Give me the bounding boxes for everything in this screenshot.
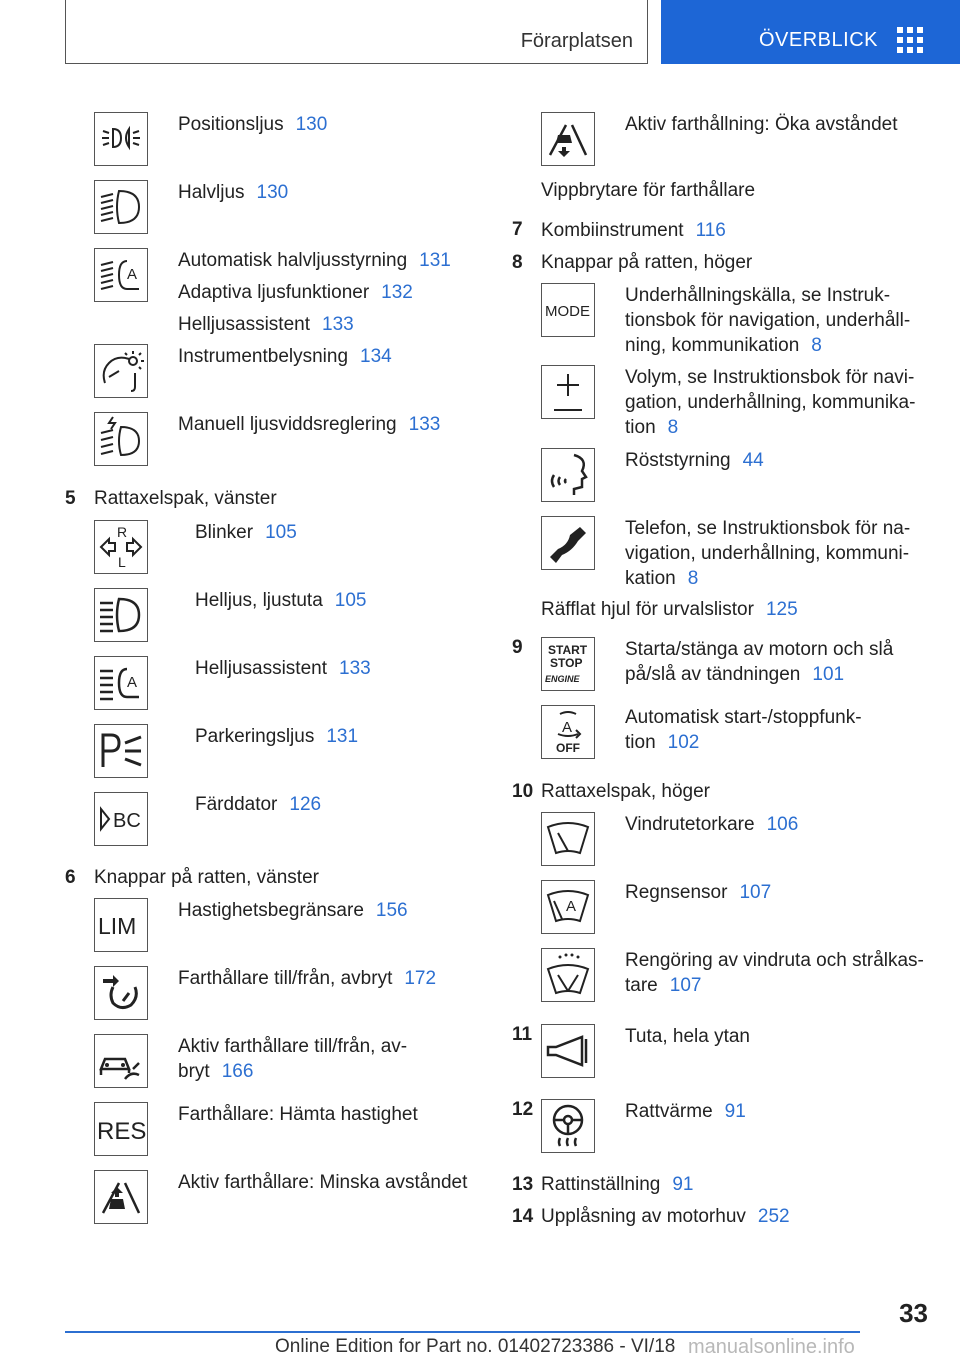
bc-icon	[94, 792, 148, 846]
heated-wheel-icon	[541, 1099, 595, 1153]
section-title: Knappar på ratten, vänster	[94, 867, 319, 888]
cruise-control-icon	[94, 966, 148, 1020]
wiper-icon	[541, 812, 595, 866]
svg-text:LIM: LIM	[98, 913, 137, 939]
mode-icon	[541, 283, 595, 337]
high-beam-icon	[94, 588, 148, 642]
left-item-cruise-control: Farthållare till/från, avbryt 172	[178, 968, 437, 989]
distance-increase-icon	[541, 112, 595, 166]
lim-icon	[94, 898, 148, 952]
left-item-auto-headlight: Automatisk halvljusstyrning 131	[178, 250, 451, 271]
low-beam-icon	[94, 180, 148, 234]
footer-divider	[65, 1331, 860, 1333]
right-item-phone: Telefon, se Instruktionsbok för na- vigation, underhållning, kommuni- kation 8	[625, 518, 911, 589]
page-link[interactable]: 107	[669, 975, 702, 996]
section-title: Rattaxelspak, vänster	[94, 488, 277, 509]
page-link[interactable]: 131	[326, 726, 359, 747]
page-link[interactable]: 91	[724, 1101, 746, 1122]
section-number: 6	[65, 867, 76, 888]
section-number: 7	[512, 219, 523, 240]
page-link[interactable]: 172	[404, 968, 437, 989]
header-section-title: Förarplatsen	[520, 30, 633, 52]
svg-text:START: START	[548, 643, 588, 657]
left-item-high-beam-assistant: Helljusassistent 133	[178, 314, 354, 335]
right-item-volume: Volym, se Instruktionsbok för navi- gation, underhållning, kommunika- tion 8	[625, 367, 916, 438]
page-link[interactable]: 44	[742, 450, 764, 471]
page-link[interactable]: 107	[739, 882, 772, 903]
section-number: 8	[512, 252, 523, 273]
svg-text:A: A	[127, 266, 138, 283]
left-item-distance-decrease: Aktiv farthållare: Minska avståndet	[178, 1172, 468, 1193]
right-item-start-stop: Starta/stänga av motorn och slå på/slå av tändningen 101	[625, 639, 894, 685]
page-link[interactable]: 125	[765, 599, 798, 620]
rain-sensor-icon	[541, 880, 595, 934]
page-link[interactable]: 102	[667, 732, 700, 753]
right-item-wiper: Vindrutetorkare 106	[625, 814, 799, 835]
watermark: manualsonline.info	[688, 1336, 855, 1358]
section-title: Rattaxelspak, höger	[541, 781, 710, 802]
page-link[interactable]: 91	[672, 1174, 694, 1195]
auto-start-stop-off-icon	[541, 705, 595, 759]
svg-text:RES: RES	[97, 1118, 147, 1145]
left-item-parking-light: Parkeringsljus 131	[195, 726, 359, 747]
page-link[interactable]: 156	[375, 900, 408, 921]
right-item-distance-increase: Aktiv farthållning: Öka avståndet	[625, 114, 898, 135]
page-link[interactable]: 133	[408, 414, 441, 435]
header-chapter-tab[interactable]	[661, 0, 960, 64]
page-link[interactable]: 8	[667, 417, 679, 438]
svg-text:A: A	[562, 719, 573, 736]
horn-icon	[541, 1024, 595, 1078]
start-stop-icon	[541, 637, 595, 691]
left-item-instrument-lighting: Instrumentbelysning 134	[178, 346, 392, 367]
left-item-low-beam: Halvljus 130	[178, 182, 289, 203]
headlight-range-icon	[94, 412, 148, 466]
instrument-lighting-icon	[94, 344, 148, 398]
page-link[interactable]: 166	[221, 1061, 254, 1082]
selection-wheel-label: Räfflat hjul för urvalslistor 125	[541, 599, 798, 620]
page-link[interactable]: 126	[289, 794, 322, 815]
high-beam-assist-icon	[94, 656, 148, 710]
svg-text:MODE: MODE	[545, 303, 590, 320]
phone-icon	[541, 516, 595, 570]
left-item-high-beam: Helljus, ljustuta 105	[195, 590, 367, 611]
page-link[interactable]: 116	[695, 220, 726, 241]
right-item-voice-control: Röststyrning 44	[625, 450, 764, 471]
svg-text:OFF: OFF	[556, 741, 580, 755]
turn-signal-icon	[94, 520, 148, 574]
page-link[interactable]: 131	[419, 250, 451, 271]
section-number: 9	[512, 637, 523, 658]
page-link[interactable]: 8	[811, 335, 822, 356]
left-item-trip-computer: Färddator 126	[195, 794, 322, 815]
svg-text:L: L	[118, 554, 126, 570]
distance-decrease-icon	[94, 1170, 148, 1224]
page-link[interactable]: 101	[812, 664, 845, 685]
svg-text:R: R	[117, 524, 128, 540]
volume-icon	[541, 365, 595, 419]
grid-menu-icon[interactable]	[897, 27, 923, 53]
page-link[interactable]: 130	[295, 114, 328, 135]
page-link[interactable]: 252	[757, 1206, 790, 1227]
left-item-headlight-range: Manuell ljusviddsreglering 133	[178, 414, 441, 435]
page-link[interactable]: 130	[256, 182, 289, 203]
section-number: 13	[512, 1174, 534, 1195]
right-item-washer: Rengöring av vindruta och strålkas- tare 107	[625, 950, 924, 996]
left-item-resume-speed: Farthållare: Hämta hastighet	[178, 1104, 418, 1125]
svg-text:STOP: STOP	[550, 656, 583, 670]
left-item-turn-signal: Blinker 105	[195, 522, 297, 543]
section-instrument-cluster: Kombiinstrument 116	[541, 220, 726, 241]
page-link[interactable]: 8	[687, 568, 699, 589]
voice-control-icon	[541, 448, 595, 502]
section-number: 11	[512, 1024, 533, 1045]
svg-text:ENGINE: ENGINE	[545, 674, 580, 684]
page-link[interactable]: 106	[766, 814, 799, 835]
section-number: 5	[65, 488, 76, 509]
section-hood-release: Upplåsning av motorhuv 252	[541, 1206, 790, 1227]
header-section-box	[65, 0, 648, 64]
active-cruise-icon	[94, 1034, 148, 1088]
page-link[interactable]: 105	[334, 590, 367, 611]
washer-icon	[541, 948, 595, 1002]
left-item-speed-limiter: Hastighetsbegränsare 156	[178, 900, 408, 921]
section-number: 12	[512, 1099, 534, 1120]
position-light-icon	[94, 112, 148, 166]
right-item-heated-wheel: Rattvärme 91	[625, 1101, 746, 1122]
svg-text:BC: BC	[113, 810, 141, 832]
page-link[interactable]: 105	[265, 522, 297, 543]
page-number: 33	[899, 1298, 928, 1328]
right-item-auto-start-stop: Automatisk start-/stoppfunk- tion 102	[625, 707, 862, 753]
right-item-horn: Tuta, hela ytan	[625, 1026, 750, 1047]
header-chapter-title: ÖVERBLICK	[759, 29, 878, 51]
page-link[interactable]: 132	[381, 282, 413, 303]
auto-headlight-icon	[94, 248, 148, 302]
footer-edition: Online Edition for Part no. 01402723386 - VI/18	[275, 1336, 676, 1357]
left-item-active-cruise: Aktiv farthållare till/från, av- bryt 166	[178, 1036, 408, 1082]
left-item-position-light: Positionsljus 130	[178, 114, 328, 135]
rocker-switch-label: Vippbrytare för farthållare	[541, 180, 756, 201]
section-title: Knappar på ratten, höger	[541, 252, 753, 273]
section-number: 10	[512, 781, 534, 802]
res-icon	[94, 1102, 148, 1156]
svg-text:A: A	[127, 674, 138, 691]
right-item-mode: Underhållningskälla, se Instruk- tionsbok för navigation, underhåll- ning, kommunikation 8	[625, 285, 911, 356]
page-link[interactable]: 134	[360, 346, 392, 367]
left-item-high-beam-assist: Helljusassistent 133	[195, 658, 371, 679]
section-number: 14	[512, 1206, 534, 1227]
svg-text:A: A	[566, 898, 577, 915]
page-link[interactable]: 133	[322, 314, 354, 335]
page-link[interactable]: 133	[339, 658, 371, 679]
right-item-rain-sensor: Regnsensor 107	[625, 882, 772, 903]
left-item-adaptive-light: Adaptiva ljusfunktioner 132	[178, 282, 413, 303]
section-steering-adjust: Rattinställning 91	[541, 1174, 694, 1195]
parking-light-icon	[94, 724, 148, 778]
